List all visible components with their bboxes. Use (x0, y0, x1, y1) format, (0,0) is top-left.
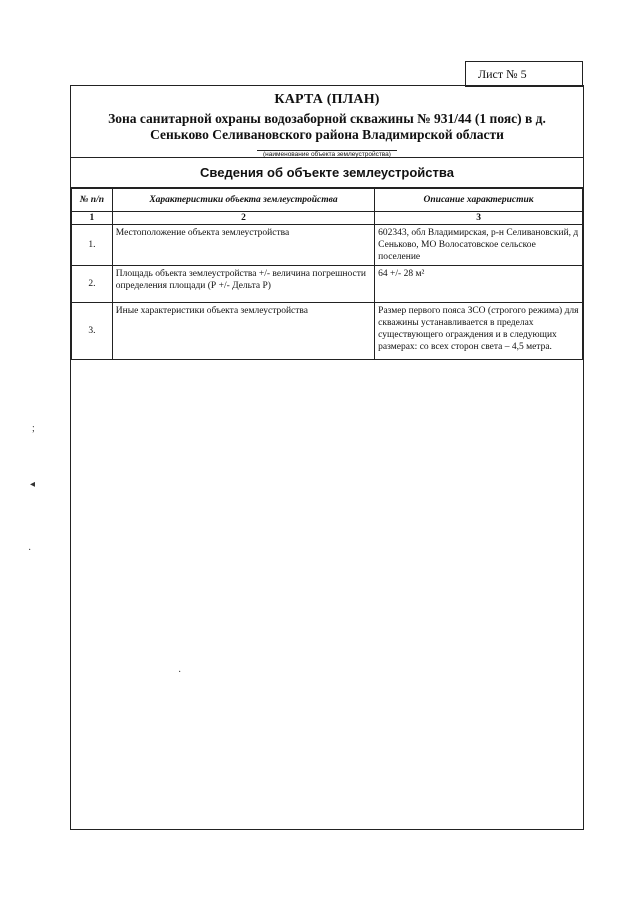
table-header-row (72, 189, 583, 212)
row-characteristic: Иные характеристики объекта землеустройства (112, 303, 374, 360)
table-row (72, 266, 583, 303)
document-header (71, 86, 583, 158)
margin-mark: ; (32, 423, 35, 434)
column-number-row (72, 212, 583, 225)
object-caption: (наименование объекта землеустройства) (257, 150, 397, 158)
row-description: Размер первого пояса ЗСО (строгого режима) для скважины устанавливается в пределах существующего ограждения и в следующих размерах: со всех сторон света – 4,5 метра. (375, 303, 583, 360)
section-title: Сведения об объекте землеустройства (71, 158, 583, 188)
zone-title: Зона санитарной охраны водозаборной скважины № 931/44 (1 пояс) в д. Сеньково Селивановского района Владимирской области (108, 111, 546, 142)
header-number: № п/п (72, 189, 113, 212)
row-description: 602343, обл Владимирская, р-н Селивановский, д Сеньково, МО Волосатовское сельское поселение (375, 225, 583, 266)
header-characteristic: Характеристики объекта землеустройства (112, 189, 374, 212)
row-characteristic: Местоположение объекта землеустройства (112, 225, 374, 266)
margin-mark: · (28, 545, 32, 556)
margin-mark: · (178, 667, 182, 678)
table-row (72, 303, 583, 360)
margin-mark: ◂ (30, 479, 36, 490)
row-characteristic: Площадь объекта землеустройства +/- величина погрешности определения площади (Р +/- Дельта Р) (112, 266, 374, 303)
document-frame (70, 85, 584, 830)
row-description: 64 +/- 28 м² (375, 266, 583, 303)
column-number: 2 (112, 212, 374, 225)
row-number: 3. (72, 303, 113, 360)
document-title: КАРТА (ПЛАН) (274, 92, 380, 107)
column-number: 3 (375, 212, 583, 225)
column-number: 1 (72, 212, 113, 225)
table-row (72, 225, 583, 266)
row-number: 2. (72, 266, 113, 303)
header-description: Описание характеристик (375, 189, 583, 212)
row-number: 1. (72, 225, 113, 266)
object-info-table (71, 188, 583, 360)
sheet-number-label: Лист № 5 (465, 61, 583, 87)
